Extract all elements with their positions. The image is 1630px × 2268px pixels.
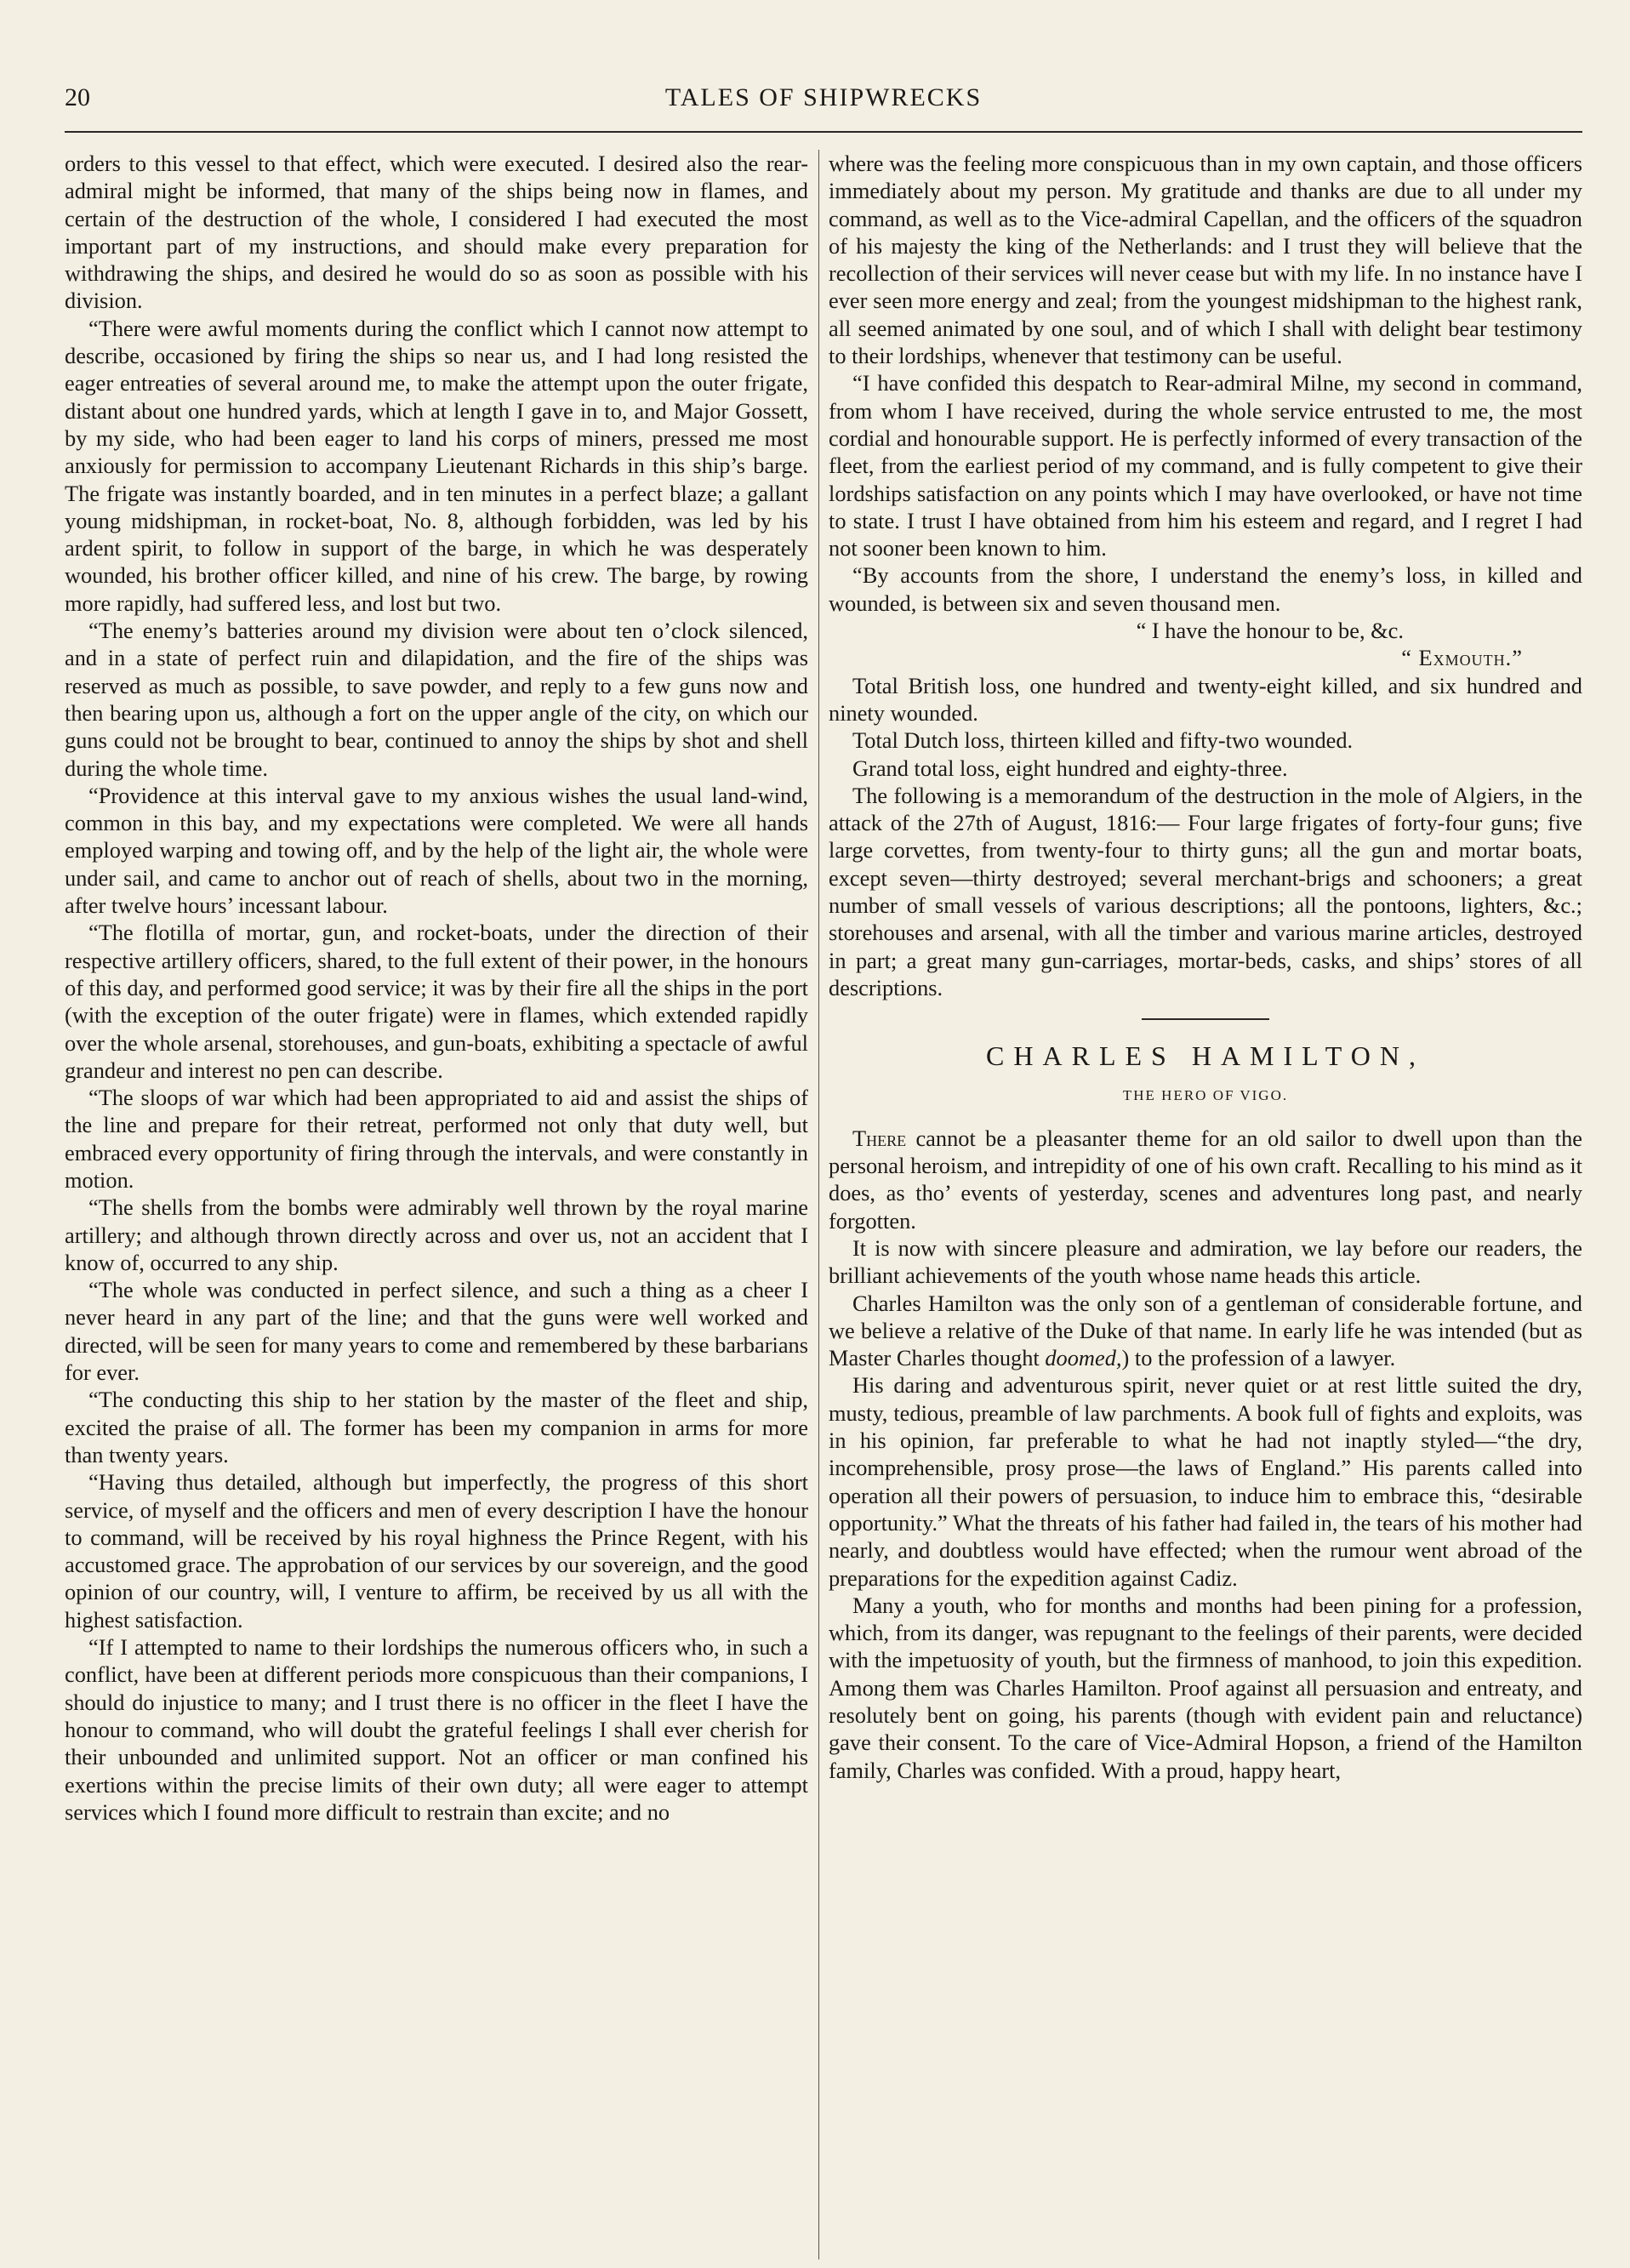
letter-signature: “ Exmouth.” xyxy=(1401,645,1523,671)
paragraph: His daring and adventurous spirit, never quiet or at rest little suited the dry, musty, tedious, preamble of law parchments. A book full of fights and exploits, was in his opinion, far preferable to what he had not inaptly styled—“the dry, incomprehensible, prosy prose—the laws of England.” His parents called into operation all their powers of persuasion, to induce him to embrace this, “desirable opportunity.” What the threats of his father had failed in, the tears of his mother had nearly, and doubtless would have effected; when the rumour went abroad of the preparations for the expedition against Cadiz. xyxy=(829,1372,1582,1591)
paragraph: “Providence at this interval gave to my anxious wishes the usual land-wind, common in this bay, and my expectations were completed. We were all hands employed warping and towing off, and by the help of the light air, the whole were under sail, and came to anchor out of reach of shells, about two in the morning, after twelve hours’ incessant labour. xyxy=(65,782,808,919)
section-rule xyxy=(1142,1018,1269,1020)
column-divider xyxy=(818,150,819,2259)
paragraph: It is now with sincere pleasure and admiration, we lay before our readers, the brilliant achievements of the youth whose name heads this article. xyxy=(829,1234,1582,1289)
paragraph: “The shells from the bombs were admirably well thrown by the royal marine artillery; and although thrown directly across and over us, not an accident that I know of, occurred to any ship. xyxy=(65,1194,808,1275)
page-number: 20 xyxy=(65,83,90,111)
paragraph: “If I attempted to name to their lordships the numerous officers who, in such a conflict, have been at different periods more conspicuous than their companions, I should do injustice to many; and I trust there is no officer in the fleet I have the honour to command, who will doubt the grateful feelings I shall ever cherish for their unbounded and unlimited support. Not an officer or man confined his exertions within the precise limits of their own duty; all were eager to attempt services which I found more difficult to restrain than excite; and no xyxy=(65,1634,808,1825)
paragraph: “I have confided this despatch to Rear-admiral Milne, my second in command, from whom I have received, during the whole service entrusted to me, the most cordial and honourable support. He is perfectly informed of every transaction of the fleet, from the earliest period of my command, and is fully competent to give their lordships satisfaction on any points which I may have overlooked, or have not time to state. I trust I have obtained from him his esteem and regard, and I regret I had not sooner been known to him. xyxy=(829,370,1582,561)
lead-word: There xyxy=(852,1125,907,1151)
right-column xyxy=(829,150,1582,2242)
paragraph: “Having thus detailed, although but imperfectly, the progress of this short service, of myself and the officers and men of every description I have the honour to command, will be received by his royal highness the Prince Regent, with his accustomed grace. The approbation of our services by our sovereign, and the good opinion of our country, will, I venture to affirm, be received by us all with the highest satisfaction. xyxy=(65,1469,808,1633)
paragraph: “The flotilla of mortar, gun, and rocket-boats, under the direction of their respective artillery officers, shared, to the full extent of their power, in the honours of this day, and performed good service; it was by their fire all the ships in the port (with the exception of the outer frigate) were in flames, which extended rapidly over the whole arsenal, storehouses, and gun-boats, exhibiting a spectacle of awful grandeur and interest no pen can describe. xyxy=(65,920,808,1083)
letter-closing: “ I have the honour to be, &c. xyxy=(1136,618,1404,644)
paragraph-text: Charles Hamilton was the only son of a gentleman of considerable fortune, and we believe a relative of the Duke of that name. In early life he was intended (but as Master Charles thought xyxy=(829,1290,1582,1371)
paragraph: Total Dutch loss, thirteen killed and fifty-two wounded. xyxy=(852,727,1354,754)
paragraph xyxy=(829,1125,1582,1234)
header-rule xyxy=(65,131,1582,133)
paragraph: Many a youth, who for months and months had been pining for a profession, which, from its danger, was repugnant to the feelings of their parents, were decided with the impetuosity of youth, but the firmness of manhood, to join this expedition. Among them was Charles Hamilton. Proof against all persuasion and entreaty, and resolutely bent on going, his parents (though with evident pain and reluctance) gave their consent. To the care of Vice-Admiral Hopson, a friend of the Hamilton family, Charles was confided. With a proud, happy heart, xyxy=(829,1592,1582,1783)
paragraph: “The whole was conducted in perfect silence, and such a thing as a cheer I never heard in any part of the line; and that the guns were well worked and directed, will be seen for many years to come and remembered by these barbarians for ever. xyxy=(65,1277,808,1386)
paragraph: Total British loss, one hundred and twenty-eight killed, and six hundred and ninety wounded. xyxy=(829,672,1582,726)
italic-word: doomed, xyxy=(1045,1345,1122,1371)
paragraph-text: ) to the profession of a lawyer. xyxy=(1121,1345,1396,1371)
article-title: CHARLES HAMILTON, xyxy=(986,1040,1425,1072)
paragraph: where was the feeling more conspicuous than in my own captain, and those officers immediately about my person. My gratitude and thanks are due to all under my command, as well as to the Vice-admiral Capellan, and the officers of the squadron of his majesty the king of the Netherlands: and I trust they will believe that the recollection of their services will never cease but with my life. In no instance have I ever seen more energy and zeal; from the youngest midshipman to the highest rank, all seemed animated by one soul, and of which I shall with delight bear testimony to their lordships, whenever that testimony can be useful. xyxy=(829,151,1582,369)
paragraph: “By accounts from the shore, I understand the enemy’s loss, in killed and wounded, is between six and seven thousand men. xyxy=(829,562,1582,616)
left-column xyxy=(65,150,808,2242)
paragraph: orders to this vessel to that effect, which were executed. I desired also the rear-admiral might be informed, that many of the ships being now in flames, and certain of the destruction of the whole, I considered I had executed the most important part of my instructions, and should make every preparation for withdrawing the ships, and desired he would do so as soon as possible with his division. xyxy=(65,151,808,314)
paragraph: Grand total loss, eight hundred and eighty-three. xyxy=(852,755,1288,781)
paragraph: The following is a memorandum of the destruction in the mole of Algiers, in the attack of the 27th of August, 1816:— Four large frigates of forty-four guns; five large corvettes, from twenty-four to thirty guns; all the gun and mortar boats, except seven—thirty destroyed; several merchant-brigs and schooners; a great number of small vessels of various descriptions; all the pontoons, lighters, &c.; storehouses and arsenal, with all the timber and various marine articles, destroyed in part; a great many gun-carriages, mortar-beds, casks, and ships’ stores of all descriptions. xyxy=(829,782,1582,1000)
page-header xyxy=(65,83,1582,121)
article-subtitle: THE HERO OF VIGO. xyxy=(1122,1086,1289,1103)
paragraph: “The sloops of war which had been appropriated to aid and assist the ships of the line and prepare for their retreat, performed not only that duty well, but embraced every opportunity of firing through the intervals, and were constantly in motion. xyxy=(65,1085,808,1193)
paragraph: “There were awful moments during the conflict which I cannot now attempt to describe, occasioned by firing the ships so near us, and I had long resisted the eager entreaties of several around me, to make the attempt upon the outer frigate, distant about one hundred yards, which at length I gave in to, and Major Gossett, by my side, who had been eager to land his corps of miners, pressed me most anxiously for permission to accompany Lieutenant Richards in this ship’s barge. The frigate was instantly boarded, and in ten minutes in a perfect blaze; a gallant young midshipman, in rocket-boat, No. 8, although forbidden, was led by his ardent spirit, to follow in support of the barge, in which he was desperately wounded, his brother officer killed, and nine of his crew. The barge, by rowing more rapidly, had suffered less, and lost but two. xyxy=(65,315,808,616)
paragraph: “The enemy’s batteries around my division were about ten o’clock silenced, and in a state of perfect ruin and dilapidation, and the fire of the ships was reserved as much as possible, to save powder, and reply to a few guns now and then bearing upon us, although a fort on the upper angle of the city, on which our guns could not be brought to bear, continued to annoy the ships by shot and shell during the whole time. xyxy=(65,618,808,781)
running-title: TALES OF SHIPWRECKS xyxy=(664,83,983,111)
paragraph xyxy=(829,1290,1582,1372)
paragraph-text: cannot be a pleasanter theme for an old sailor to dwell upon than the personal heroism, and intrepidity of one of his own craft. Recalling to his mind as it does, as tho’ events of yesterday, scenes and adventures long past, and nearly forgotten. xyxy=(829,1125,1582,1234)
paragraph: “The conducting this ship to her station by the master of the fleet and ship, excited the praise of all. The former has been my companion in arms for more than twenty years. xyxy=(65,1387,808,1467)
